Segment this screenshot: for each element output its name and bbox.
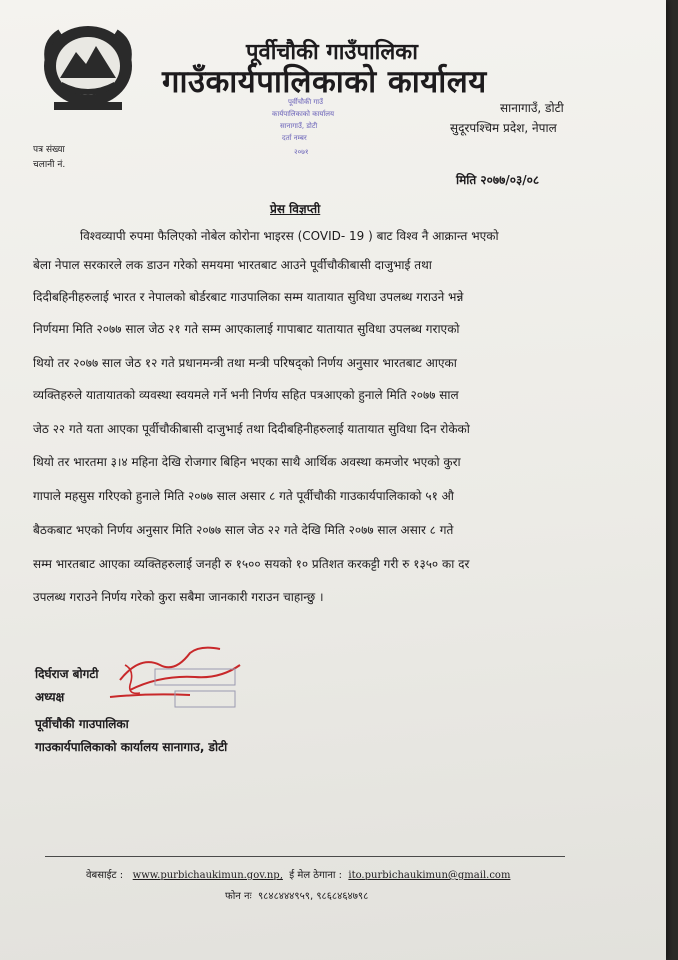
footer-divider bbox=[45, 856, 565, 857]
municipality-name: पूर्वीचौकी गाउँपालिका bbox=[246, 40, 418, 65]
dispatch-number-label: चलानी नं. bbox=[33, 160, 66, 170]
email-link[interactable]: ito.purbichaukimun@gmail.com bbox=[348, 870, 511, 881]
body-line: उपलब्ध गराउने निर्णय गरेको कुरा सबैमा जानकारी गराउन चाहान्छु । bbox=[33, 590, 324, 604]
letter-number-label: पत्र संख्या bbox=[33, 145, 65, 155]
phone-numbers: ९८४८४४४९५९, ९८६८४६४७९८ bbox=[257, 891, 369, 902]
body-line: विश्वव्यापी रुपमा फैलिएको नोबेल कोरोना भाइरस (COVID- 19 ) बाट विश्व नै आक्रान्त भएको bbox=[80, 229, 499, 243]
body-line: थियो तर भारतमा ३।४ महिना देखि रोजगार बिहिन भएका साथै आर्थिक अवस्था कमजोर भएको कुरा bbox=[33, 455, 461, 469]
email-label: ई मेल ठेगाना : bbox=[289, 870, 343, 881]
phone-label: फोन नः bbox=[225, 891, 252, 902]
body-line: व्यक्तिहरुले यातायातको व्यवस्था स्वयमले गर्ने भनी निर्णय सहित पत्रआएको हुनाले मिति २०७७ साल bbox=[33, 388, 459, 402]
body-line: गापाले महसुस गरिएको हुनाले मिति २०७७ साल असार ८ गते पूर्वीचौकी गाउकार्यपालिकाको ५१ औ bbox=[33, 489, 454, 503]
footer-contact-line bbox=[86, 867, 510, 881]
address-line-2: सुदूरपश्चिम प्रदेश, नेपाल bbox=[450, 121, 557, 135]
signatory-org-line-2: गाउकार्यपालिकाको कार्यालय सानागाउ, डोटी bbox=[35, 740, 228, 754]
stamp-line: सानागाउँ, डोटी bbox=[280, 122, 318, 130]
body-line: थियो तर २०७७ साल जेठ १२ गते प्रधानमन्त्री तथा मन्त्री परिषद्को निर्णय अनुसार भारतबाट आएका bbox=[33, 356, 457, 370]
signatory-role: अध्यक्ष bbox=[35, 690, 65, 704]
body-line: सम्म भारतबाट आएका व्यक्तिहरुलाई जनही रु १५०० सयको १० प्रतिशत करकट्टी गरी रु १३५० का दर bbox=[33, 557, 470, 571]
body-line: जेठ २२ गते यता आएका पूर्वीचौकीबासी दाजुभाई तथा दिदीबहिनीहरुलाई यातायात सुविधा दिन रोकेको bbox=[33, 422, 470, 436]
signatory-org-line-1: पूर्वीचौकी गाउपालिका bbox=[35, 717, 129, 731]
website-label: वेबसाईट : bbox=[86, 870, 124, 881]
official-stamp bbox=[266, 92, 348, 162]
website-link[interactable]: www.purbichaukimun.gov.np, bbox=[132, 870, 283, 881]
press-release-title: प्रेस विज्ञप्ती bbox=[270, 202, 321, 216]
stamp-line: दर्ता नम्बर bbox=[282, 134, 307, 142]
footer-phone-line bbox=[225, 888, 368, 902]
stamp-line: पूर्वीचौकी गाउँ bbox=[288, 98, 323, 106]
body-line: दिदीबहिनीहरुलाई भारत र नेपालको बोर्डरबाट गाउपालिका सम्म यातायात सुविधा उपलब्ध गराउने भन्ने bbox=[33, 290, 464, 304]
letter-date: मिति २०७७/०३/०८ bbox=[456, 173, 540, 187]
nepal-emblem-logo bbox=[40, 22, 136, 112]
body-line: बेला नेपाल सरकारले लक डाउन गरेको समयमा भारतबाट आउने पूर्वीचौकीबासी दाजुभाई तथा bbox=[33, 258, 432, 272]
address-line-1: सानागाउँ, डोटी bbox=[500, 101, 564, 115]
office-name: गाउँकार्यपालिकाको कार्यालय bbox=[162, 64, 487, 100]
body-line: बैठकबाट भएको निर्णय अनुसार मिति २०७७ साल जेठ २२ गते देखि मिति २०७७ साल असार ८ गते bbox=[33, 523, 454, 537]
handwritten-signature bbox=[100, 635, 250, 715]
stamp-line: कार्यपालिकाको कार्यालय bbox=[272, 110, 335, 118]
body-line: निर्णयमा मिति २०७७ साल जेठ २१ गते सम्म आएकालाई गापाबाट यातायात सुविधा उपलब्ध गराएको bbox=[33, 322, 460, 336]
stamp-line: २०७१ bbox=[294, 148, 309, 156]
signatory-name: दिर्घराज बोगटी bbox=[35, 667, 99, 681]
